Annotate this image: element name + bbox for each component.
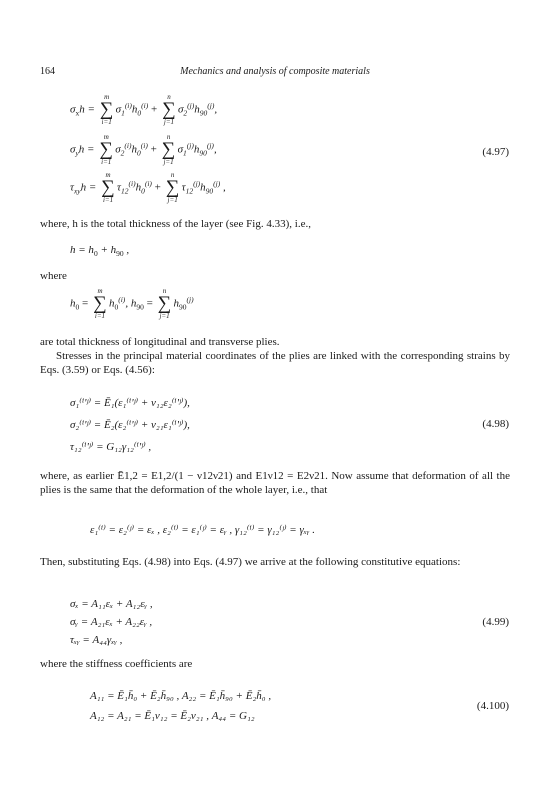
sum-symbol: m ∑ i=1: [101, 171, 115, 204]
paragraph-plies: are total thickness of longitudinal and transverse plies.: [40, 336, 280, 348]
sum-symbol: n ∑ j=1: [161, 133, 176, 166]
paragraph-substituting: Then, substituting Eqs. (4.98) into Eqs. (4.97) we arrive at the following constitutive equations:: [40, 556, 461, 568]
sum-symbol: n ∑ j=1: [157, 287, 172, 320]
sum-symbol: n ∑ j=1: [165, 171, 180, 204]
sum-symbol: m ∑ i=1: [93, 287, 107, 320]
equation-number-4-99: (4.99): [482, 616, 509, 628]
eq-4-97-line-1: $\sigma_xh$ = m ∑ i=1 $\sigma_1^{(i)}h_0^{(i)}$ + n ∑ j=1 $\sigma_2^{(j)}h_{90}^{(j)}$,: [70, 93, 218, 126]
page-number: 164: [40, 66, 55, 77]
paragraph-stiffness: where the stiffness coefficients are: [40, 658, 193, 670]
eq-h0-h90: $h_0$ = m ∑ i=1 $h_0^{(i)}$, $h_{90}$ = n ∑ j=1 $h_{90}^{(j)}$: [70, 287, 194, 320]
eq-4-97-line-2: $\sigma_yh$ = m ∑ i=1 $\sigma_2^{(i)}h_0^{(i)}$ + n ∑ j=1 $\sigma_1^{(j)}h_{90}^{(j)}$,: [70, 133, 217, 166]
eq-4-98-line-2: σ₂⁽ⁱ'ʲ⁾ = Ē₂(ε₂⁽ⁱ'ʲ⁾ + ν₂₁ε₁⁽ⁱ'ʲ⁾),: [70, 419, 190, 431]
eq-4-97-line-3: $\tau_{xy}h$ = m ∑ i=1 $\tau_{12}^{(i)}h_0^{(i)}$ + n ∑ j=1 $\tau_{12}^{(j)}h_{90}^{(j)}$ ,: [70, 171, 226, 204]
eq-4-98-line-3: τ₁₂⁽ⁱ'ʲ⁾ = G₁₂γ₁₂⁽ⁱ'ʲ⁾ ,: [70, 441, 152, 453]
eq-4-99-line-2: σᵧ = A₂₁εₓ + A₂₂εᵧ ,: [70, 616, 153, 628]
eq-4-99-line-1: σₓ = A₁₁εₓ + A₁₂εᵧ ,: [70, 598, 153, 610]
sum-symbol: m ∑ i=1: [99, 133, 113, 166]
eq-4-98-line-1: σ₁⁽ⁱ'ʲ⁾ = Ē₁(ε₁⁽ⁱ'ʲ⁾ + ν₁₂ε₂⁽ⁱ'ʲ⁾),: [70, 397, 190, 409]
sum-symbol: n ∑ j=1: [162, 93, 176, 126]
sum-symbol: m ∑ i=1: [99, 93, 114, 126]
paragraph-total-thickness: where, h is the total thickness of the layer (see Fig. 4.33), i.e.,: [40, 218, 311, 230]
eq-4-100-line-2: A₁₂ = A₂₁ = Ē₁ν₁₂ = Ē₂ν₂₁ , A₄₄ = G₁₂: [90, 710, 255, 722]
eq-4-100-line-1: A₁₁ = Ē₁h̄₀ + Ē₂h̄₉₀ , A₂₂ = Ē₁h̄₉₀ + Ē₂h̄₀ ,: [90, 690, 272, 702]
equation-number-4-98: (4.98): [482, 418, 509, 430]
eq-4-99-line-3: τₓᵧ = A₄₄γₓᵧ ,: [70, 634, 123, 646]
eq-h-total: $h = h_0 + h_{90}$ ,: [70, 244, 130, 259]
equation-number-4-97: (4.97): [482, 146, 509, 158]
paragraph-assume-deformation: where, as earlier Ē1,2 = E1,2/(1 − ν12ν21) and E1ν12 = E2ν21. Now assume that deformation of all the plies is the same that the deformation of the whole layer, i.e., that: [40, 470, 510, 496]
word-where-1: where: [40, 270, 67, 282]
paragraph-stresses: Stresses in the principal material coordinates of the plies are linked with the corresponding strains by Eqs. (3.59) or Eqs. (4.56):: [40, 350, 510, 376]
running-title: Mechanics and analysis of composite materials: [180, 66, 370, 77]
equation-number-4-100: (4.100): [476, 700, 509, 712]
running-header: [40, 66, 510, 82]
eq-strain-compatibility: ε₁⁽ⁱ⁾ = ε₂⁽ʲ⁾ = εₓ , ε₂⁽ⁱ⁾ = ε₁⁽ʲ⁾ = εᵧ , γ₁₂⁽ⁱ⁾ = γ₁₂⁽ʲ⁾ = γₓᵧ .: [90, 524, 315, 536]
